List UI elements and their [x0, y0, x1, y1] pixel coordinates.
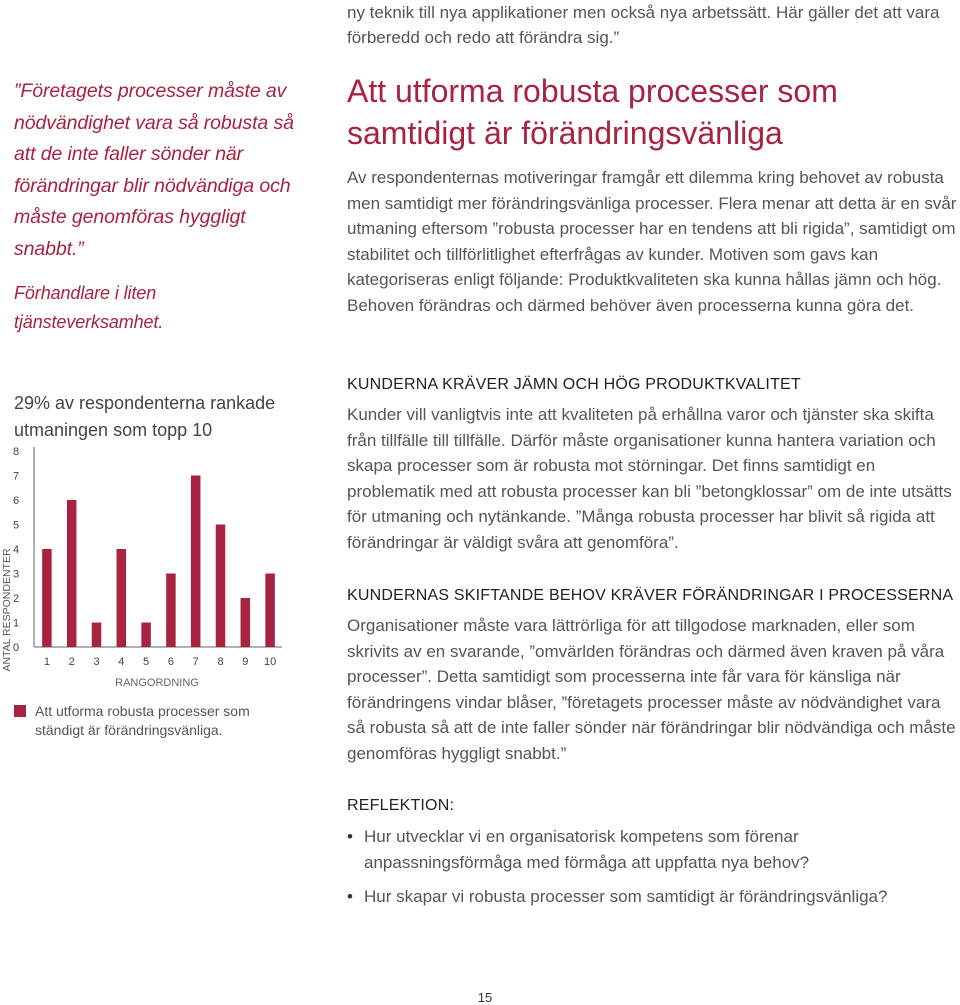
x-tick-label: 1 — [43, 656, 50, 668]
bar-chart — [0, 440, 300, 700]
bar — [141, 623, 151, 648]
x-tick-label: 10 — [263, 656, 277, 668]
legend-swatch — [14, 705, 26, 717]
bar — [117, 549, 127, 647]
chart-title: 29% av respondenterna rankade utmaningen som topp 10 — [14, 393, 276, 440]
x-tick-label: 5 — [143, 656, 150, 668]
intro-paragraph: Av respondenternas motiveringar framgår ett dilemma kring behovet av robusta men samtidigt mer förändringsvänliga processer. Flera menar att detta är en svår utmaning eftersom ”robusta processer har en tendens att bli rigida”, samtidigt om stabilitet och tillförlitlighet efterfrågas av kunder. Motiven som gavs kan kategoriseras enligt följande: Produktkvaliteten ska kunna hållas jämn och hög. Behoven förändras och därmed behöver även processerna kunna göra det. — [347, 168, 957, 315]
bar — [166, 574, 176, 648]
bar — [42, 549, 52, 647]
y-axis-label: ANTAL RESPONDENTER — [1, 548, 13, 672]
legend-label: Att utforma robusta processer som ständigt är förändringsvänliga. — [35, 703, 250, 738]
bar — [216, 525, 226, 648]
x-tick-label: 3 — [93, 656, 100, 668]
y-tick-label: 3 — [12, 568, 20, 581]
x-tick-label: 7 — [192, 656, 199, 668]
bar — [67, 500, 77, 647]
y-tick-label: 0 — [12, 642, 20, 654]
section2-heading: KUNDERNAS SKIFTANDE BEHOV KRÄVER FÖRÄNDRINGAR I PROCESSERNA — [347, 587, 954, 604]
x-axis-ticks — [44, 656, 276, 668]
x-tick-label: 6 — [167, 656, 174, 668]
section2-paragraph: Organisationer måste vara lättrörliga för att tillgodose marknaden, eller som skrivits av en svarande, ”omvärlden förändras och därmed även kraven på våra processer”. Detta samtidigt som processerna inte får vara för känsliga när förändringens vindar blåser, ”företagets processer måste av nödvändighet vara så robusta så att de inte faller sönder när förändringar blir nödvändiga och måste genomföras hyggligt snabbt.” — [347, 616, 956, 763]
list-item: • Hur utvecklar vi en organisatorisk kompetens som förenar anpassningsförmåga med förmåga att uppfatta nya behov? — [347, 824, 959, 875]
continued-text: ny teknik till nya applikationer men också nya arbetssätt. Här gäller det att vara förberedd och redo att förändra sig.” — [347, 3, 940, 47]
bar — [241, 598, 251, 647]
quote-text: ”Företagets processer måste av nödvändighet vara så robusta så att de inte faller sönder när förändringar blir nödvändiga och måste genomföras hyggligt snabbt.” — [14, 80, 294, 260]
y-tick-label: 7 — [12, 470, 20, 483]
x-tick-label: 9 — [242, 656, 249, 668]
bar — [265, 574, 275, 648]
y-tick-label: 4 — [12, 544, 20, 556]
section1-heading: KUNDERNA KRÄVER JÄMN OCH HÖG PRODUKTKVALITET — [347, 376, 801, 393]
bars — [42, 476, 275, 648]
y-tick-label: 1 — [12, 617, 20, 630]
bar — [92, 623, 102, 648]
page-number: 15 — [477, 990, 493, 1005]
section1-paragraph: Kunder vill vanligtvis inte att kvaliteten på erhållna varor och tjänster ska skifta från tillfälle till tillfälle. Därför måste organisationer kunna hantera variation och skapa processer som är robusta mot störningar. Det finns samtidigt en problematik med att robusta processer kan bli ”betongklossar” om de inte utsätts för utmaning och nytänkande. ”Många robusta processer har blivit så rigida att förändringar är väldigt svåra att genomföra”. — [347, 405, 952, 552]
x-axis-label: RANGORDNING — [115, 677, 199, 689]
y-tick-label: 6 — [12, 495, 20, 507]
x-tick-label: 2 — [68, 656, 75, 668]
reflection-heading: REFLEKTION: — [347, 797, 455, 814]
list-item: • Hur skapar vi robusta processer som samtidigt är förändringsvänliga? — [347, 884, 959, 910]
y-tick-label: 5 — [12, 519, 20, 532]
x-tick-label: 4 — [118, 656, 125, 668]
y-axis-ticks — [13, 446, 19, 654]
y-tick-label: 8 — [12, 446, 20, 458]
reflection-list — [347, 824, 959, 919]
bar — [191, 476, 201, 648]
pull-quote — [14, 76, 294, 337]
page-title: Att utforma robusta processer som samtidigt är förändringsvänliga — [347, 73, 838, 151]
quote-attribution: Förhandlare i liten tjänsteverksamhet. — [14, 283, 164, 332]
x-tick-label: 8 — [217, 656, 224, 668]
y-tick-label: 2 — [12, 593, 20, 605]
